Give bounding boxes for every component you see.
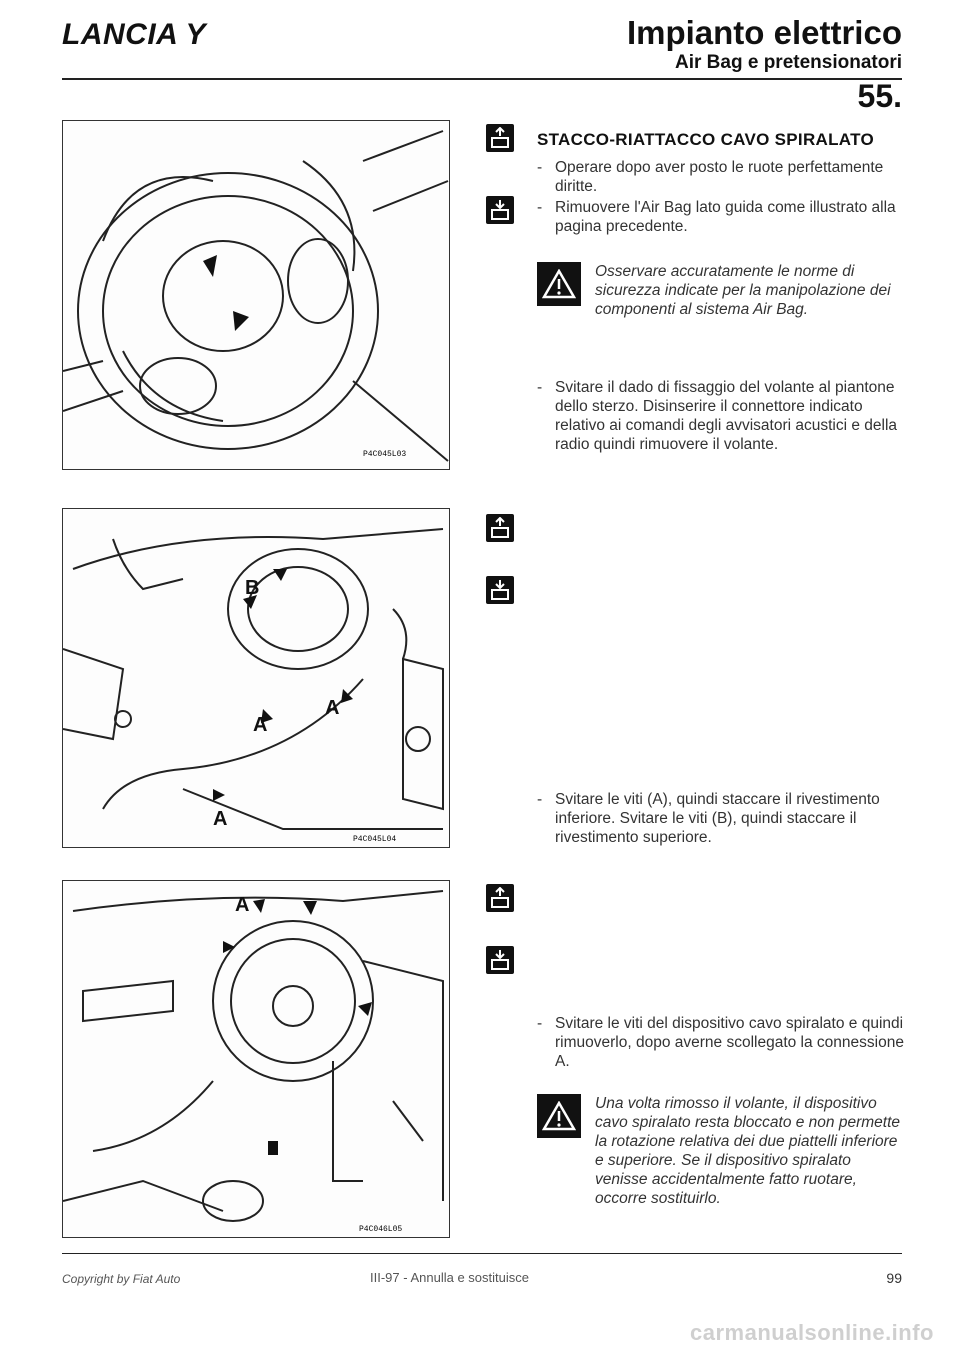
brand-title: LANCIA Y — [62, 18, 207, 51]
page-subtitle: Air Bag e pretensionatori — [675, 52, 902, 73]
step-text: Svitare le viti (A), quindi staccare il rivestimento inferiore. Svitare le viti (B), quindi staccare il rivestimento superiore. — [555, 791, 880, 846]
section-title: STACCO-RIATTACCO CAVO SPIRALATO — [537, 130, 875, 149]
callout-a-3: A — [213, 808, 228, 830]
remove-icon — [486, 124, 514, 152]
step-text: Svitare il dado di fissaggio del volante al piantone dello sterzo. Disinserire il connettore indicato relativo ai comandi degli avvisatori acustici e della radio quindi rimuovere il volante. — [555, 379, 898, 453]
revision-note: III-97 - Annulla e sostituisce — [370, 1270, 529, 1285]
warning-text: Osservare accuratamente le norme di sicurezza indicate per la manipolazione dei componenti al sistema Air Bag. — [595, 263, 891, 318]
refit-icon — [486, 576, 514, 604]
step-item: - Svitare il dado di fissaggio del volante al piantone dello sterzo. Disinserire il connettore indicato relativo ai comandi degli avvisatori acustici e della radio quindi rimuovere il volante. — [537, 378, 907, 454]
figure-code: P4C045L03 — [363, 450, 407, 459]
step-item: - Rimuovere l'Air Bag lato guida come illustrato alla pagina precedente. — [537, 198, 907, 236]
warning-icon — [537, 262, 581, 306]
step-text: Rimuovere l'Air Bag lato guida come illustrato alla pagina precedente. — [555, 199, 896, 235]
page-number: 99 — [886, 1270, 902, 1286]
step-item: - Operare dopo aver posto le ruote perfettamente diritte. — [537, 158, 907, 196]
callout-a-1: A — [325, 697, 340, 719]
warning-icon — [537, 1094, 581, 1138]
step-text: Operare dopo aver posto le ruote perfettamente diritte. — [555, 159, 884, 195]
section-page-number: 55. — [857, 78, 902, 114]
warning-note — [537, 262, 907, 319]
refit-icon — [486, 196, 514, 224]
figure-code: P4C046L05 — [359, 1225, 403, 1234]
warning-note — [537, 1094, 907, 1208]
header-rule — [62, 78, 902, 80]
callout-b: B — [245, 577, 260, 599]
step-item: - Svitare le viti del dispositivo cavo spiralato e quindi rimuoverlo, dopo averne scollegato la connessione A. — [537, 1014, 907, 1071]
callout-a-2: A — [253, 714, 268, 736]
figure-code: P4C045L04 — [353, 835, 397, 844]
copyright: Copyright by Fiat Auto — [62, 1272, 181, 1286]
callout-a: A — [235, 894, 250, 916]
figure-spiral-cable — [62, 880, 450, 1238]
refit-icon — [486, 946, 514, 974]
figure-column-covers — [62, 508, 450, 848]
remove-icon — [486, 514, 514, 542]
watermark: carmanualsonline.info — [690, 1320, 934, 1345]
step-text: Svitare le viti del dispositivo cavo spiralato e quindi rimuoverlo, dopo averne scollegato la connessione A. — [555, 1015, 904, 1070]
footer-rule — [62, 1253, 902, 1254]
warning-text: Una volta rimosso il volante, il dispositivo cavo spiralato resta bloccato e non permette la rotazione relativa dei due piattelli inferiore e superiore. Se il dispositivo spiralato venisse accidentalmente fatto ruotare, occorre sostituirlo. — [595, 1095, 901, 1207]
figure-steering-wheel — [62, 120, 450, 470]
step-item: - Svitare le viti (A), quindi staccare il rivestimento inferiore. Svitare le viti (B), quindi staccare il rivestimento superiore. — [537, 790, 907, 847]
remove-icon — [486, 884, 514, 912]
page-title: Impianto elettrico — [626, 14, 902, 51]
